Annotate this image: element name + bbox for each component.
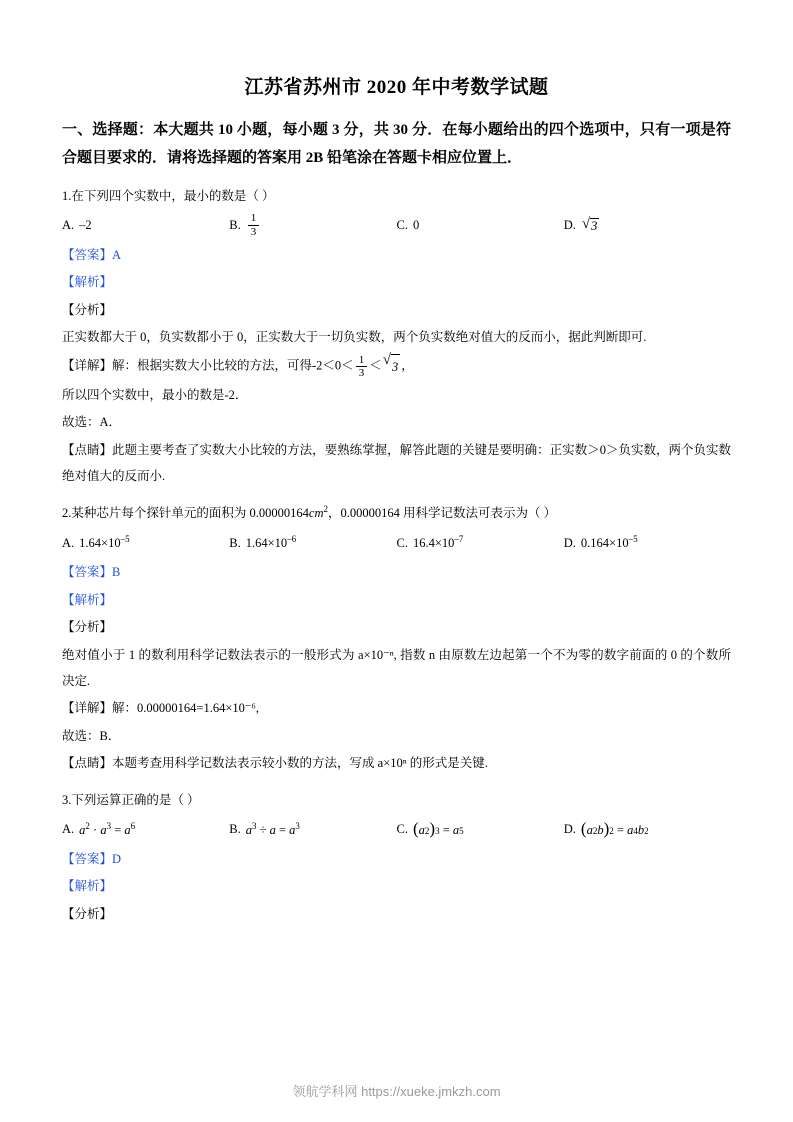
question-2-options — [62, 530, 731, 556]
option-b-label: B. — [229, 822, 241, 837]
option-a-value: –2 — [79, 217, 92, 232]
option-a[interactable] — [62, 218, 229, 233]
footer-brand: 领航学科网 — [292, 1084, 358, 1099]
question-2-detail — [62, 696, 731, 722]
detail-sqrt: √ 3 — [383, 353, 400, 381]
question-1-choose: 故选：A． — [62, 415, 122, 430]
option-d[interactable] — [564, 821, 731, 838]
question-3-options — [62, 817, 731, 843]
option-b-label: B. — [229, 535, 241, 550]
detail-fraction: $\frac{1}{3}$ — [356, 354, 368, 380]
question-2-stem — [62, 501, 731, 526]
footer-url: https://xueke.jmkzh.com — [361, 1084, 501, 1099]
option-b[interactable] — [229, 821, 396, 838]
question-2-stem-post: ，0.00000164 用科学记数法可表示为（ ） — [327, 506, 557, 521]
option-a-value: $1.64\times 10^{-5}$ — [79, 534, 130, 551]
option-c-value: $16.4\times 10^{-7}$ — [412, 534, 464, 551]
option-d[interactable] — [564, 534, 731, 551]
question-2-stem-pre: 2.某种芯片每个探针单元的面积为 0.00000164 — [62, 506, 309, 521]
option-a[interactable] — [62, 534, 229, 551]
option-d[interactable] — [564, 217, 731, 234]
question-1-stem: 1.在下列四个实数中，最小的数是（ ） — [62, 188, 275, 203]
option-b-value: $1.64\times 10^{-6}$ — [245, 534, 297, 551]
section-heading: 一、选择题：本大题共 10 小题，每小题 3 分，共 30 分．在每小题给出的四个选项中，只有一项是符合题目要求的．请将选择题的答案用 2B 铅笔涂在答题卡相应位置上． — [62, 122, 731, 166]
option-d-label: D. — [563, 822, 576, 837]
option-d-sqrt: √ 3 — [581, 215, 598, 233]
dianjing-tag: 【点睛】 — [62, 442, 113, 457]
question-1-fenxi-text: 正实数都大于 0，负实数都小于 0，正实数大于一切负实数，两个负实数绝对值大的反而小，据此判断即可. — [62, 330, 647, 345]
detail-text: 解：0.00000164=1.64×10⁻⁶, — [112, 701, 259, 716]
detail-text-tail: ＜ — [369, 358, 382, 373]
option-a[interactable] — [62, 821, 229, 838]
question-2-fenxi-text: 绝对值小于 1 的数利用科学记数法表示的一般形式为 a×10⁻ⁿ, 指数 n 由原数左边起第一个不为零的数字前面的 0 的个数所决定. — [62, 647, 731, 688]
question-2-fenxi-tag: 【分析】 — [62, 620, 113, 635]
option-a-label: A. — [62, 822, 75, 837]
dianjing-text: 本题考查用科学记数法表示较小数的方法，写成 a×10ⁿ 的形式是关键. — [112, 756, 488, 771]
question-2-unit-pow: 2 — [323, 504, 328, 515]
answer-tag: 【答案】 — [62, 851, 113, 866]
question-3-analysis-tag: 【解析】 — [62, 879, 113, 894]
option-a-value: $a^2 \cdot a^3 = a^6$ — [79, 821, 136, 838]
answer-value: D — [112, 851, 122, 866]
option-c[interactable] — [397, 534, 564, 551]
question-1-options — [62, 212, 731, 238]
option-c-value: ( a 2 ) 3 = a 5 — [412, 819, 464, 839]
option-c[interactable] — [397, 821, 564, 838]
question-3-answer — [62, 847, 731, 873]
option-c-label: C. — [396, 535, 408, 550]
question-3-stem: 3.下列运算正确的是（ ） — [62, 793, 200, 808]
option-a-label: A. — [62, 217, 75, 232]
option-b-label: B. — [229, 217, 241, 232]
question-1-line2: 所以四个实数中，最小的数是-2． — [62, 387, 248, 402]
option-b[interactable] — [229, 534, 396, 551]
option-d-label: D. — [563, 217, 576, 232]
detail-text: 解：根据实数大小比较的方法，可得-2＜0＜ — [112, 358, 354, 373]
answer-tag: 【答案】 — [62, 247, 113, 262]
detail-tag: 【详解】 — [62, 358, 113, 373]
option-d-value: ( a 2 b ) 2 = a 4 b 2 — [580, 819, 649, 839]
question-1-fenxi-tag: 【分析】 — [62, 302, 113, 317]
question-2-analysis-tag: 【解析】 — [62, 592, 113, 607]
question-2-answer — [62, 560, 731, 586]
option-c-label: C. — [396, 217, 408, 232]
question-1-detail — [62, 353, 731, 381]
option-c-label: C. — [396, 822, 408, 837]
detail-text-end: ， — [401, 358, 414, 373]
page-footer — [0, 1081, 793, 1100]
option-a-label: A. — [62, 535, 75, 550]
question-2-unit: cm — [308, 506, 324, 521]
dianjing-tag: 【点睛】 — [62, 756, 113, 771]
option-b-value: $a^3 \div a = a^3$ — [245, 821, 300, 838]
question-2-dianjing — [62, 751, 731, 777]
option-b-fraction: $\frac{1}{3}$ — [248, 212, 260, 238]
option-c[interactable] — [397, 218, 564, 233]
option-c-value: 0 — [412, 217, 420, 232]
question-2-choose: 故选：B． — [62, 728, 121, 743]
option-d-value: $0.164\times 10^{-5}$ — [580, 534, 638, 551]
answer-tag: 【答案】 — [62, 565, 113, 580]
question-1-dianjing — [62, 438, 731, 489]
answer-value: A — [112, 247, 122, 262]
question-3-fenxi-tag: 【分析】 — [62, 907, 113, 922]
detail-tag: 【详解】 — [62, 701, 113, 716]
answer-value: B — [112, 565, 121, 580]
dianjing-text: 此题主要考查了实数大小比较的方法，要熟练掌握，解答此题的关键是要明确：正实数＞0＞负实数，两个负实数绝对值大的反而小. — [62, 442, 731, 483]
option-b[interactable] — [229, 212, 396, 238]
question-1-analysis-tag: 【解析】 — [62, 275, 113, 290]
page-title: 江苏省苏州市 2020 年中考数学试题 — [244, 77, 549, 98]
option-d-label: D. — [563, 535, 576, 550]
question-1-answer — [62, 243, 731, 269]
